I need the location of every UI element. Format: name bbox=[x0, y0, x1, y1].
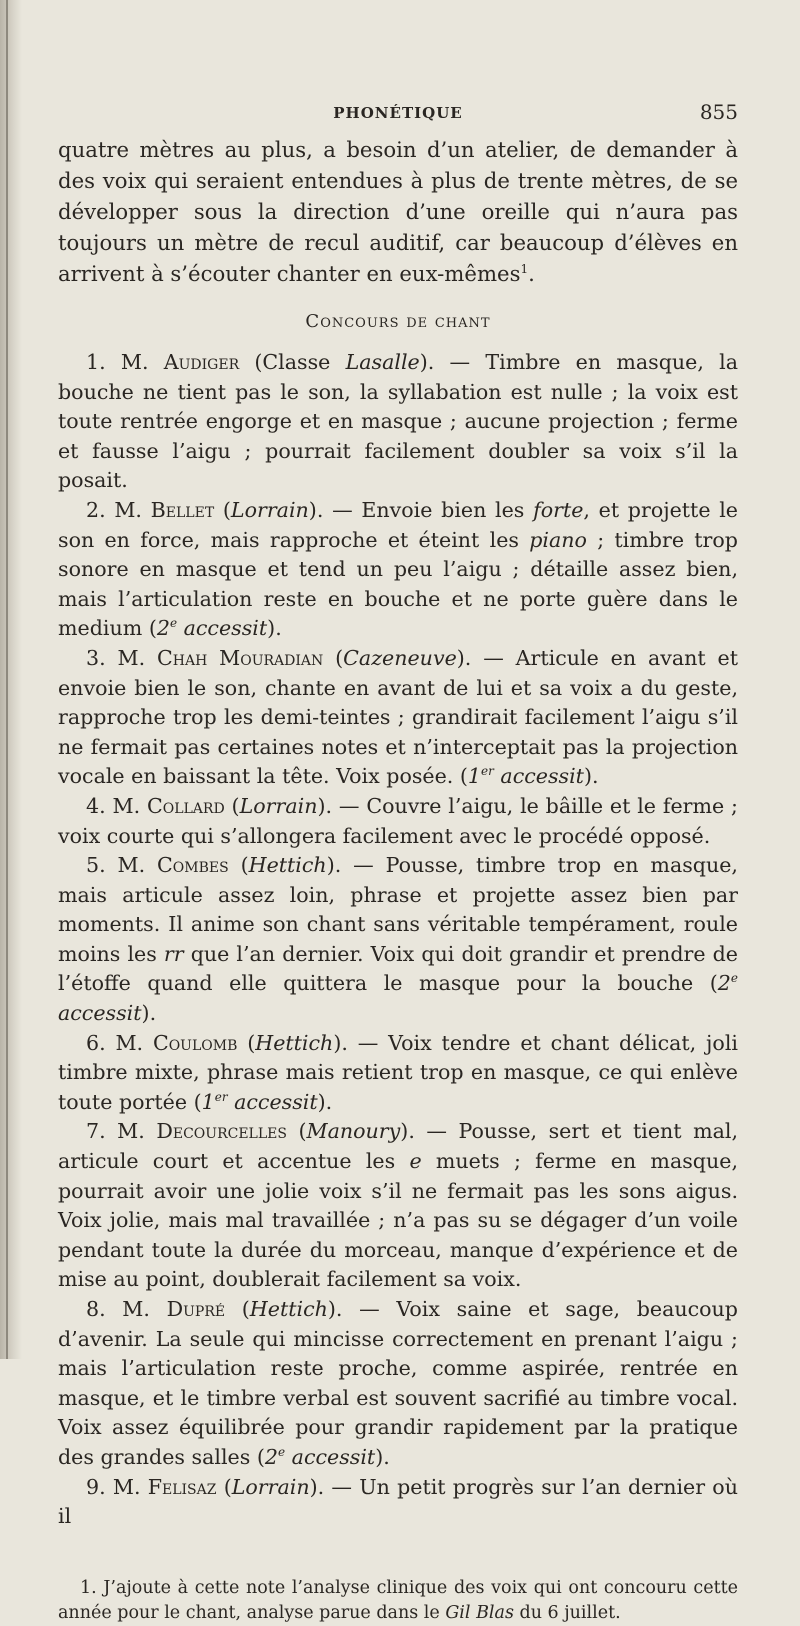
candidate-name: Audiger bbox=[163, 350, 240, 374]
teacher-name: Manoury bbox=[306, 1119, 401, 1144]
entry-text: ; timbre trop sonore en masque et tend un peu l’aigu ; détaille assez bien, mais l’articulation reste en bouche et ne porte guère dans le medium ( bbox=[58, 527, 738, 641]
award-number: 1 bbox=[201, 1089, 215, 1114]
entry-9: 9. M. Felisaz (Lorrain). — Un petit progrès sur l’an dernier où il bbox=[58, 1474, 738, 1529]
award-ordinal: e bbox=[730, 971, 738, 986]
entry-number: 5. M. bbox=[86, 853, 146, 878]
entry-number: 6. M. bbox=[86, 1030, 144, 1055]
entry-2: 2. M. Bellet (Lorrain). — Envoie bien les forte, et projette le son en force, mais rapproche et éteint les piano ; timbre trop sonore en masque et tend un peu l’aigu ; détaille assez bien, mais l’articulation reste en bouche et ne porte guère dans le medium (2e accessit). bbox=[58, 497, 738, 641]
music-term: forte bbox=[533, 497, 584, 522]
footnote-text: du 6 juillet. bbox=[513, 1602, 621, 1623]
entry-tail: ). bbox=[583, 764, 599, 789]
candidate-name: Coulomb bbox=[152, 1030, 238, 1055]
entry-number: 7. M. bbox=[86, 1119, 145, 1144]
candidate-name: Felisaz bbox=[147, 1474, 217, 1499]
award-ordinal: e bbox=[278, 1445, 286, 1460]
entry-text: Voix tendre et chant délicat, joli timbre mixte, phrase mais retient trop en masque, ce qui enlève toute portée ( bbox=[58, 1030, 738, 1114]
teacher-name: Lorrain bbox=[239, 793, 318, 818]
entry-3: 3. M. Chah Mouradian (Cazeneuve). — Articule en avant et envoie bien le son, chante en avant de lui et sa voix a du geste, rapproche trop les demi-teintes ; grandirait facilement l’aigu s’il ne fermait pas certaines notes et n’interceptait pas la projection vocale en baissant la tête. Voix posée. (1er accessit). bbox=[58, 645, 738, 789]
entry-7: 7. M. Decourcelles (Manoury). — Pousse, sert et tient mal, articule court et accentue les e muets ; ferme en masque, pourrait avoir une jolie voix s’il ne fermait pas les sons aigus. Voix jolie, mais mal travaillée ; n’a pas su se dégager d’un voile pendant toute la durée du morceau, manque d’expérience et de mise au point, doublerait facilement sa voix. bbox=[58, 1119, 739, 1292]
award: accessit bbox=[58, 1001, 142, 1026]
intro-text: quatre mètres au plus, a besoin d’un atelier, de demander à des voix qui seraient entendues à plus de trente mètres, de se développer sous la direction d’une oreille qui n’aura pas toujours un mètre de recul auditif, car beaucoup d’élèves en arrivent à s’écouter chanter en eux-mêmes bbox=[58, 137, 738, 286]
entry-number: 8. M. bbox=[86, 1297, 150, 1321]
entry-5: 5. M. Combes (Hettich). — Pousse, timbre trop en masque, mais articule assez loin, phrase et projette assez bien par moments. Il anime son chant sans véritable tempérament, roule moins les rr que l’an dernier. Voix qui doit grandir et prendre de l’étoffe quand elle quittera le masque pour la bouche (2e accessit). bbox=[58, 853, 738, 1026]
award: accessit bbox=[285, 1444, 376, 1469]
candidate-name: Bellet bbox=[150, 497, 215, 522]
entry-tail: ). bbox=[317, 1089, 333, 1114]
candidate-name: Collard bbox=[146, 793, 225, 818]
footnote-ref: 1 bbox=[520, 261, 529, 276]
page-header bbox=[58, 98, 738, 134]
teacher-name: Lorrain bbox=[231, 1474, 310, 1499]
candidate-name: Decourcelles bbox=[156, 1119, 287, 1144]
teacher-name: Hettich bbox=[255, 1030, 334, 1055]
entry-8: 8. M. Dupré (Hettich). — Voix saine et sage, beaucoup d’avenir. La seule qui mincisse correctement en prenant l’aigu ; mais l’articulation reste proche, comme aspirée, rentrée en masque, et le timbre verbal est souvent sacrifié au timbre vocal. Voix assez équilibrée pour grandir rapidement par la pratique des grandes salles (2e accessit). bbox=[58, 1297, 738, 1469]
award-ordinal: e bbox=[169, 616, 178, 631]
entry-text: Pousse, timbre trop en masque, mais articule assez loin, phrase et projette assez bien par moments. Il anime son chant sans véritable tempérament, roule moins les bbox=[58, 853, 738, 966]
entry-text: Articule en avant et envoie bien le son, chante en avant de lui et sa voix a du geste, rapproche trop les demi-teintes ; grandirait facilement l’aigu s’il ne fermait pas certaines notes et n’interceptait pas la projection vocale en baissant la tête. Voix posée. ( bbox=[58, 645, 738, 789]
candidate-name: Dupré bbox=[166, 1297, 226, 1321]
candidate-name: Combes bbox=[157, 853, 229, 878]
newspaper-title: Gil Blas bbox=[445, 1602, 514, 1623]
footnote bbox=[58, 1576, 738, 1626]
award: accessit bbox=[177, 616, 268, 641]
entry-number: 2. M. bbox=[86, 497, 142, 522]
entry-number: 1. M. bbox=[86, 350, 149, 374]
entry-text: muets ; ferme en masque, pourrait avoir une jolie voix s’il ne fermait pas les sons aigus. Voix jolie, mais mal travaillée ; n’a pas su se dégager d’un voile pendant toute la durée du morceau, manque d’expérience et de mise au point, doublerait facilement sa voix. bbox=[58, 1149, 738, 1292]
award-number: 2 bbox=[156, 616, 170, 641]
entry-text: Couvre l’aigu, le bâille et le ferme ; voix courte qui s’allongera facilement avec le procédé opposé. bbox=[58, 793, 738, 848]
award-number: 2 bbox=[264, 1444, 279, 1469]
page-number: 855 bbox=[699, 100, 738, 124]
letter-term: rr bbox=[163, 941, 184, 966]
entry-6: 6. M. Coulomb (Hettich). — Voix tendre et chant délicat, joli timbre mixte, phrase mais retient trop en masque, ce qui enlève toute portée (1er accessit). bbox=[58, 1030, 738, 1114]
running-head: PHONÉTIQUE bbox=[333, 104, 463, 122]
teacher-name: Cazeneuve bbox=[343, 645, 457, 670]
candidate-name: Chah Mouradian bbox=[157, 645, 324, 670]
class-suffix: ). — bbox=[419, 350, 486, 374]
footnote-marker: 1. bbox=[80, 1577, 97, 1598]
entry-4: 4. M. Collard (Lorrain). — Couvre l’aigu, le bâille et le ferme ; voix courte qui s’allongera facilement avec le procédé opposé. bbox=[58, 793, 738, 848]
entry-text: Timbre en masque, la bouche ne tient pas le son, la syllabation est nulle ; la voix est toute rentrée engorge et en masque ; aucune projection ; ferme et fausse l’aigu ; pourrait facilement doubler sa voix s’il la posait. bbox=[58, 350, 738, 493]
intro-paragraph bbox=[58, 134, 738, 289]
entry-1 bbox=[58, 348, 738, 496]
teacher-name: Hettich bbox=[248, 853, 327, 878]
page bbox=[58, 98, 738, 1626]
footnote-text: J’ajoute à cette note l’analyse clinique des voix qui ont concouru cette année pour le chant, analyse parue dans le bbox=[58, 1577, 738, 1623]
book-gutter bbox=[0, 0, 22, 1359]
intro-end: . bbox=[528, 261, 535, 286]
entry-text: Voix saine et sage, beaucoup d’avenir. La seule qui mincisse correctement en prenant l’aigu ; mais l’articulation reste proche, comme aspirée, rentrée en masque, et le timbre verbal est souvent sacrifié au timbre vocal. Voix assez équilibrée pour grandir rapidement par la pratique des grandes salles ( bbox=[58, 1297, 738, 1469]
award: accessit bbox=[493, 764, 584, 789]
class-prefix: (Classe bbox=[239, 350, 346, 374]
award-number: 2 bbox=[717, 971, 731, 996]
award: accessit bbox=[227, 1089, 318, 1114]
teacher-name: Lasalle bbox=[345, 350, 420, 374]
entry-number: 9. M. bbox=[86, 1474, 141, 1499]
entry-tail: ). bbox=[267, 616, 282, 641]
award-ordinal: er bbox=[214, 1089, 228, 1104]
entry-tail: ). bbox=[141, 1001, 157, 1026]
entry-text: , et projette le son en force, mais rapproche et éteint les bbox=[58, 497, 738, 552]
entry-text: que l’an dernier. Voix qui doit grandir et prendre de l’étoffe quand elle quittera le masque pour la bouche ( bbox=[58, 941, 738, 996]
award-ordinal: er bbox=[481, 764, 494, 779]
entry-number: 3. M. bbox=[86, 645, 146, 670]
teacher-name: Lorrain bbox=[230, 497, 309, 522]
section-title: Concours de chant bbox=[305, 311, 491, 332]
entry-text: Pousse, sert et tient mal, articule court et accentue les bbox=[58, 1119, 739, 1174]
entry-tail: ). bbox=[375, 1444, 390, 1469]
entry-number: 4. M. bbox=[86, 793, 141, 818]
entry-text: Envoie bien les bbox=[361, 497, 534, 522]
award-number: 1 bbox=[467, 764, 482, 789]
teacher-name: Hettich bbox=[249, 1297, 328, 1321]
entry-text: Un petit progrès sur l’an dernier où il bbox=[58, 1474, 738, 1529]
music-term: piano bbox=[529, 527, 587, 552]
gutter-binding-line bbox=[6, 0, 8, 1359]
letter-term: e bbox=[409, 1149, 422, 1174]
